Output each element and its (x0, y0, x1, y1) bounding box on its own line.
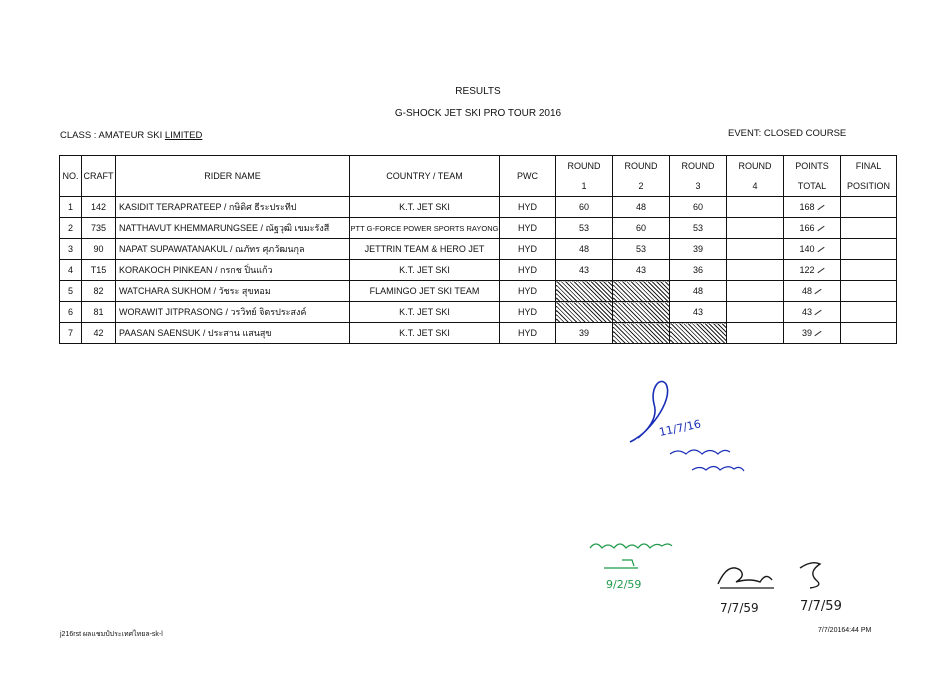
row-craft-cell: 81 (82, 302, 116, 323)
header-total: TOTAL (784, 176, 841, 197)
blue-signature (620, 374, 780, 484)
row-round-2-cell: 60 (613, 218, 670, 239)
row-round-3-cell (670, 323, 727, 344)
row-rider-cell: WORAWIT JITPRASONG / วรวิทย์ จิตรประสงค์ (116, 302, 350, 323)
table-row (60, 197, 897, 218)
document-title: RESULTS (455, 86, 501, 97)
class-label (60, 130, 202, 141)
row-rider-cell: NAPAT SUPAWATANAKUL / ณภัทร ศุภวัฒนกุล (116, 239, 350, 260)
row-team-cell: K.T. JET SKI (350, 197, 500, 218)
row-total-cell: 168 (784, 197, 841, 218)
row-position-cell (841, 239, 897, 260)
row-round-1-cell: 60 (556, 197, 613, 218)
black-date-1: 7/7/59 (720, 601, 759, 615)
row-no-cell: 5 (60, 281, 82, 302)
row-position-cell (841, 281, 897, 302)
row-round-1-cell: 43 (556, 260, 613, 281)
event-subtitle: G-SHOCK JET SKI PRO TOUR 2016 (394, 108, 562, 119)
header-final: FINAL (841, 156, 897, 177)
check-tick-icon (814, 289, 821, 294)
row-round-1-cell: 39 (556, 323, 613, 344)
row-no-cell: 2 (60, 218, 82, 239)
row-team-cell: FLAMINGO JET SKI TEAM (350, 281, 500, 302)
row-pwc-cell: HYD (500, 281, 556, 302)
header-round-4-number: 4 (727, 176, 784, 197)
header-no: NO. (60, 156, 82, 197)
row-round-4-cell (727, 302, 784, 323)
row-round-2-cell: 48 (613, 197, 670, 218)
class-label-prefix: CLASS : AMATEUR SKI (60, 130, 165, 141)
row-round-2-cell (613, 323, 670, 344)
check-tick-icon (817, 226, 824, 231)
header-round-1-number: 1 (556, 176, 613, 197)
row-round-1-cell: 48 (556, 239, 613, 260)
row-craft-cell: 42 (82, 323, 116, 344)
header-round-3: ROUND (670, 156, 727, 177)
row-pwc-cell: HYD (500, 323, 556, 344)
row-round-3-cell: 60 (670, 197, 727, 218)
header-craft: CRAFT (82, 156, 116, 197)
row-team-cell: K.T. JET SKI (350, 323, 500, 344)
row-round-3-cell: 39 (670, 239, 727, 260)
row-craft-cell: 142 (82, 197, 116, 218)
row-pwc-cell: HYD (500, 239, 556, 260)
row-round-1-cell (556, 302, 613, 323)
results-table (59, 155, 897, 344)
row-round-4-cell (727, 323, 784, 344)
row-team-cell: PTT G-FORCE POWER SPORTS RAYONG (350, 218, 500, 239)
check-tick-icon (817, 205, 824, 210)
class-label-underlined: LIMITED (164, 130, 203, 141)
row-round-2-cell: 43 (613, 260, 670, 281)
header-position: POSITION (841, 176, 897, 197)
row-pwc-cell: HYD (500, 302, 556, 323)
table-row (60, 239, 897, 260)
row-total-cell: 122 (784, 260, 841, 281)
header-points: POINTS (784, 156, 841, 177)
row-rider-cell: WATCHARA SUKHOM / วัชระ สุขหอม (116, 281, 350, 302)
row-position-cell (841, 323, 897, 344)
blue-date: 11/7/16 (657, 417, 703, 439)
row-pwc-cell: HYD (500, 260, 556, 281)
footer-timestamp: 7/7/20164:44 PM (818, 627, 872, 634)
check-tick-icon (814, 310, 821, 315)
row-craft-cell: 90 (82, 239, 116, 260)
green-signature (586, 526, 706, 596)
row-total-cell: 140 (784, 239, 841, 260)
green-date: 9/2/59 (606, 578, 642, 591)
row-rider-cell: KASIDIT TERAPRATEEP / กษิดิศ ธีระประทีป (116, 197, 350, 218)
row-rider-cell: KORAKOCH PINKEAN / กรกช ปิ่นแก้ว (116, 260, 350, 281)
header-pwc: PWC (500, 156, 556, 197)
table-row (60, 218, 897, 239)
row-pwc-cell: HYD (500, 218, 556, 239)
row-team-cell: K.T. JET SKI (350, 302, 500, 323)
row-pwc-cell: HYD (500, 197, 556, 218)
row-craft-cell: T15 (82, 260, 116, 281)
check-tick-icon (817, 268, 824, 273)
row-craft-cell: 82 (82, 281, 116, 302)
row-round-2-cell: 53 (613, 239, 670, 260)
row-round-1-cell (556, 281, 613, 302)
header-rider-name: RIDER NAME (116, 156, 350, 197)
header-round-1: ROUND (556, 156, 613, 177)
row-total-cell: 43 (784, 302, 841, 323)
row-team-cell: K.T. JET SKI (350, 260, 500, 281)
row-round-4-cell (727, 281, 784, 302)
table-row (60, 281, 897, 302)
row-position-cell (841, 260, 897, 281)
row-team-cell: JETTRIN TEAM & HERO JET (350, 239, 500, 260)
event-label: EVENT: CLOSED COURSE (728, 128, 847, 139)
footer-file-label: j216rst ผลแชมป์ประเทศไทยล-sk-l (60, 631, 163, 638)
row-round-2-cell (613, 302, 670, 323)
row-round-3-cell: 53 (670, 218, 727, 239)
row-position-cell (841, 218, 897, 239)
row-no-cell: 6 (60, 302, 82, 323)
row-no-cell: 7 (60, 323, 82, 344)
header-round-3-number: 3 (670, 176, 727, 197)
row-round-3-cell: 48 (670, 281, 727, 302)
row-position-cell (841, 197, 897, 218)
black-date-2: 7/7/59 (800, 599, 842, 614)
row-round-4-cell (727, 260, 784, 281)
row-round-1-cell: 53 (556, 218, 613, 239)
row-no-cell: 4 (60, 260, 82, 281)
table-row (60, 323, 897, 344)
row-position-cell (841, 302, 897, 323)
black-signatures (712, 554, 872, 620)
row-no-cell: 1 (60, 197, 82, 218)
row-rider-cell: NATTHAVUT KHEMMARUNGSEE / ณัฐวุฒิ เขมะรังสี (116, 218, 350, 239)
header-round-2-number: 2 (613, 176, 670, 197)
table-row (60, 302, 897, 323)
row-round-4-cell (727, 197, 784, 218)
check-tick-icon (817, 247, 824, 252)
row-round-4-cell (727, 239, 784, 260)
row-round-2-cell (613, 281, 670, 302)
row-no-cell: 3 (60, 239, 82, 260)
check-tick-icon (814, 331, 821, 336)
row-total-cell: 48 (784, 281, 841, 302)
row-round-3-cell: 36 (670, 260, 727, 281)
row-round-3-cell: 43 (670, 302, 727, 323)
header-round-4: ROUND (727, 156, 784, 177)
row-total-cell: 166 (784, 218, 841, 239)
row-craft-cell: 735 (82, 218, 116, 239)
header-round-2: ROUND (613, 156, 670, 177)
table-row (60, 260, 897, 281)
row-total-cell: 39 (784, 323, 841, 344)
row-rider-cell: PAASAN SAENSUK / ประสาน แสนสุข (116, 323, 350, 344)
header-country-team: COUNTRY / TEAM (350, 156, 500, 197)
row-round-4-cell (727, 218, 784, 239)
